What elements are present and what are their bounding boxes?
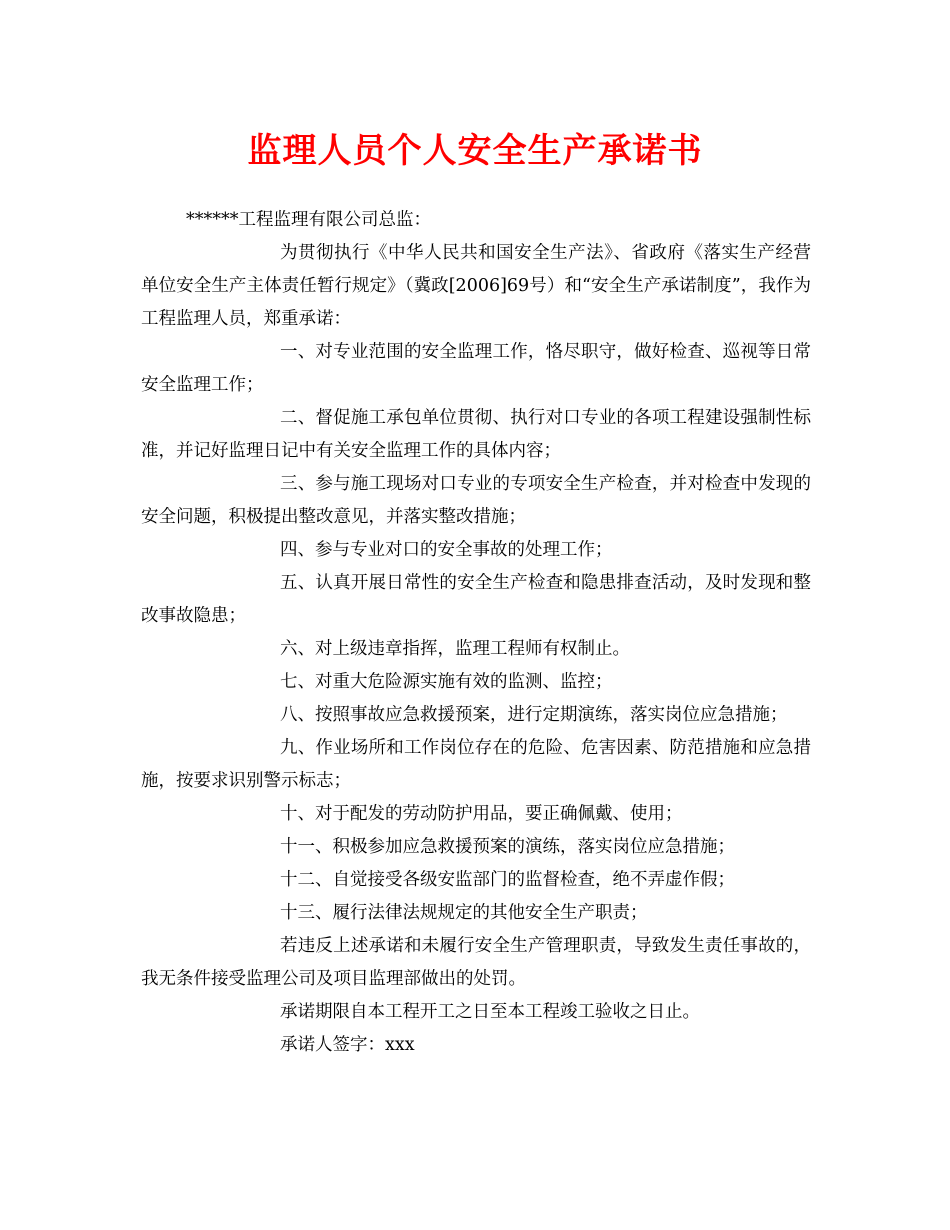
commitment-item-12: 十二、自觉接受各级安监部门的监督检查，绝不弄虚作假；: [280, 870, 735, 890]
penalty-clause: 若违反上述承诺和未履行安全生产管理职责，导致发生责任事故的，我无条件接受监理公司及项目监理部做出的处罚。: [141, 936, 811, 989]
commitment-item-11: 十一、积极参加应急救援预案的演练，落实岗位应急措施；: [280, 837, 735, 857]
commitment-item-6: 六、对上级违章指挥，监理工程师有权制止。: [280, 639, 630, 659]
commitment-item-8: 八、按照事故应急救援预案，进行定期演练，落实岗位应急措施；: [280, 705, 788, 725]
commitment-item-7: 七、对重大危险源实施有效的监测、监控；: [280, 672, 613, 692]
commitment-item-1: 一、对专业范围的安全监理工作，恪尽职守，做好检查、巡视等日常安全监理工作；: [141, 342, 811, 395]
commitment-item-9: 九、作业场所和工作岗位存在的危险、危害因素、防范措施和应急措施，按要求识别警示标志；: [141, 738, 811, 791]
commitment-item-2: 二、督促施工承包单位贯彻、执行对口专业的各项工程建设强制性标准，并记好监理日记中有关安全监理工作的具体内容；: [141, 408, 811, 461]
intro-paragraph: 为贯彻执行《中华人民共和国安全生产法》、省政府《落实生产经营单位安全生产主体责任暂行规定》（冀政[2006]69号）和“安全生产承诺制度”，我作为工程监理人员，郑重承诺：: [141, 243, 811, 329]
commitment-item-3: 三、参与施工现场对口专业的专项安全生产检查，并对检查中发现的安全问题，积极提出整改意见，并落实整改措施；: [141, 474, 811, 527]
document-body: [141, 204, 811, 1062]
signature-line: 承诺人签字：xxx: [280, 1035, 415, 1055]
page-title: 监理人员个人安全生产承诺书: [247, 131, 703, 171]
commitment-item-10: 十、对于配发的劳动防护用品，要正确佩戴、使用；: [280, 804, 683, 824]
commitment-item-5: 五、认真开展日常性的安全生产检查和隐患排查活动，及时发现和整改事故隐患；: [141, 573, 811, 626]
commitment-item-4: 四、参与专业对口的安全事故的处理工作；: [280, 540, 613, 560]
validity-period: 承诺期限自本工程开工之日至本工程竣工验收之日止。: [280, 1002, 700, 1022]
commitment-item-13: 十三、履行法律法规规定的其他安全生产职责；: [280, 903, 648, 923]
addressee-line: ******工程监理有限公司总监：: [186, 210, 431, 230]
